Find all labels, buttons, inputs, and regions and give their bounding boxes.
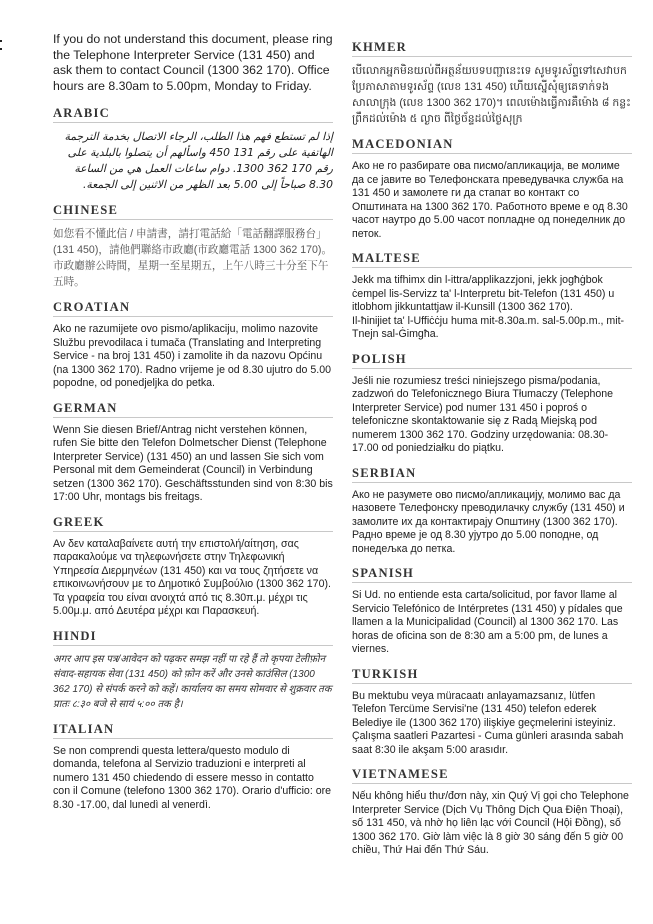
section-text: Wenn Sie diesen Brief/Antrag nicht verstehen können, rufen Sie bitte den Telefon Dolmetscher Dienst (Telephone Interpreter Service) (131 450) an und lassen Sie sich vom Personal mit dem Gemeinderat (Council) in Verbindung setzen (1300 362 170). Geschäftsstunden sind von 8:30 bis 17:00 Uhr, montags bis freitags. xyxy=(53,423,333,504)
section-italian xyxy=(53,722,333,813)
section-heading: MALTESE xyxy=(352,251,632,268)
section-text: Ако не разумете ово писмо/апликацију, молимо вас да назовете Телефонску преводилачку службу (131 450) и замолите их да контактирају Општину (1300 362 170). Радно време је од 8.30 ујутро до 5.00 поподне, од понедељка до петка. xyxy=(352,488,625,555)
section-heading: TURKISH xyxy=(352,667,632,684)
section-macedonian xyxy=(352,137,632,241)
section-heading: HINDI xyxy=(53,629,333,646)
section-text: Se non comprendi questa lettera/questo modulo di domanda, telefona al Servizio traduzioni e interpreti al numero 131 450 chiedendo di essere messo in contatto con il Comune (telefono 1300 362 170). Orario d'ufficio: ore 8.30 -17.00, dal lunedì al venerdì. xyxy=(53,744,332,811)
section-vietnamese xyxy=(352,767,632,858)
section-turkish xyxy=(352,667,632,758)
section-heading: SERBIAN xyxy=(352,466,632,483)
section-text: Ако не го разбирате ова писмо/апликација, ве молиме да се јавите во Телефонската преведувачка служба на 131 450 и замолете ги да стапат во контакт со Општината на 1300 362 170. Работното време е од 8.30 часот наутро до 5.00 часот попладне од понеделник до петок. xyxy=(352,160,628,240)
section-text: Αν δεν καταλαβαίνετε αυτή την επιστολή/αίτηση, σας παρακαλούμε να τηλεφωνήσετε στην Τηλεφωνική Υπηρεσία Διερμηνέων (131 450) και να τους ζητήσετε να επικοινωνήσουν με το Δημοτικό Συμβούλιο (1300 362 170). Τα γραφεία του είναι ανοιχτά από τις 8.30π.μ. μέχρι τις 5.00μ.μ. από Δευτέρα μέχρι και Παρασκευή. xyxy=(53,537,331,618)
section-polish xyxy=(352,352,632,456)
section-heading: GERMAN xyxy=(53,401,333,418)
section-arabic xyxy=(53,106,333,193)
section-text: Jeśli nie rozumiesz treści niniejszego pisma/podania, zadzwoń do Telefonicznego Biura Tłumaczy (Telephone Interpreter Service) pod numer 131 450 i poproś o telefoniczne skontaktowanie się z Radą Miejską pod numerem 1300 362 170. Godziny urzędowania: 08.30-17.00 od poniedziałku do piątku. xyxy=(352,374,614,454)
section-text: Jekk ma tifhimx din l-ittra/applikazzjoni, jekk jogħġbok ċempel lis-Servizz ta' l-Interpretu bit-Telefon (131 450) u itlobhom jikkuntattjaw il-Kunsill (1300 362 170). Il-ħinijiet ta' l-Uffiċċju huma mit-8.30a.m. sal-5.00p.m., mit-Tnejn sal-Ġimgħa. xyxy=(352,274,625,340)
section-croatian xyxy=(53,300,333,391)
section-maltese xyxy=(352,251,632,342)
section-chinese xyxy=(53,203,333,290)
section-heading: VIETNAMESE xyxy=(352,767,632,784)
section-heading: POLISH xyxy=(352,352,632,369)
section-heading: GREEK xyxy=(53,515,333,532)
section-text: 如您看不懂此信 / 申請書，請打電話給「電話翻譯服務台」(131 450)，請他們聯絡市政廳(市政廳電話 1300 362 170)。市政廳辦公時間，星期一至星期五，上午八時三十分至下午五時。 xyxy=(53,228,333,289)
left-column xyxy=(53,0,333,822)
section-heading: CROATIAN xyxy=(53,300,333,317)
intro-paragraph: If you do not understand this document, please ring the Telephone Interpreter Service (131 450) and ask them to contact Council (1300 362 170). Office hours are 8.30am to 5.00pm, Monday to Friday. xyxy=(53,32,333,93)
section-text: Nếu không hiểu thư/đơn này, xin Quý Vị gọi cho Telephone Interpreter Service (Dịch Vụ Thông Dịch Qua Điện Thoại), số 131 450, và nhờ họ liên lạc với Council (Hội Đồng), số 1300 362 170. Giờ làm việc là 8 giờ 30 sáng đến 5 giờ 00 chiều, Thứ Hai đến Thứ Sáu. xyxy=(352,790,629,856)
section-heading: MACEDONIAN xyxy=(352,137,632,154)
section-khmer xyxy=(352,40,632,127)
section-heading: CHINESE xyxy=(53,203,333,220)
section-text: Bu mektubu veya müracaatı anlayamazsanız, lütfen Telefon Tercüme Servisi'ne (131 450) telefon ederek Belediye ile (1300 362 170) ilişkiye geçmelerini isteyiniz. Çalışma saatleri Pazartesi - Cuma günleri arasında sabah saat 8:30 ile akşam 5:00 arasıdır. xyxy=(352,689,624,756)
section-greek xyxy=(53,515,333,619)
section-heading: KHMER xyxy=(352,40,632,57)
section-serbian xyxy=(352,466,632,557)
section-text: अगर आप इस पत्र/आवेदन को पढ़कर समझ नहीं पा रहे हैं तो कृपया टेलीफ़ोन संवाद-सहायक सेवा (131 450) को फ़ोन करें और उनसे काउंसिल (1300 362 170) से संपर्क करने को कहें। कार्यालय का समय सोमवार से शुक्रवार तक प्रातः ८:३० बजे से सायं ५:०० तक है। xyxy=(53,653,332,710)
section-heading: ITALIAN xyxy=(53,722,333,739)
section-heading: SPANISH xyxy=(352,566,632,583)
section-text: إذا لم تستطع فهم هذا الطلب، الرجاء الاتصال بخدمة الترجمة الهاتفية على رقم 131 450 واسألهم أن يتصلوا بالبلدية على رقم 170 362 1300. دوام ساعات العمل هي من الساعة 8.30 صباحاً إلى 5.00 بعد الظهر من الاثنين إلى الجمعة. xyxy=(64,130,333,192)
page-edge-marks xyxy=(0,40,2,56)
section-spanish xyxy=(352,566,632,657)
section-hindi xyxy=(53,629,333,712)
right-column xyxy=(352,0,632,868)
section-text: Si Ud. no entiende esta carta/solicitud, por favor llame al Servicio Telefónico de Intérpretes (131 450) y pídales que llamen a la Municipalidad (Council) al 1300 362 170. Las horas de oficina son de 8:30 am a 5:00 pm, de lunes a viernes. xyxy=(352,589,623,655)
section-text: Ako ne razumijete ovo pismo/aplikaciju, molimo nazovite Službu prevodilaca i tumača (Translating and Interpreting Service - na broj 131 450) i zamolite ih da nazovu Općinu (na 1300 362 170). Radno vrijeme je od 8.30 ujutro do 5.00 popodne, od ponedjeljka do petka. xyxy=(53,323,331,390)
section-heading: ARABIC xyxy=(53,106,333,123)
section-german xyxy=(53,401,333,505)
section-text: បើលោកអ្នកមិនយល់ពីអត្ថន័យបទបញ្ជានេះទេ សូមទូរស័ព្ទទៅសេវាបកប្រែភាសាតាមទូរស័ព្ទ (លេខ 131 450) ហើយស្នើសុំឲ្យគេទាក់ទងសាលាក្រុង (លេខ 1300 362 170)។ ពេលម៉ោងធ្វើការគឺម៉ោង ៨ កន្លះព្រឹកដល់ម៉ោង ៥ ល្ងាច ពីថ្ងៃច័ន្ទដល់ថ្ងៃសុក្រ xyxy=(352,65,631,125)
